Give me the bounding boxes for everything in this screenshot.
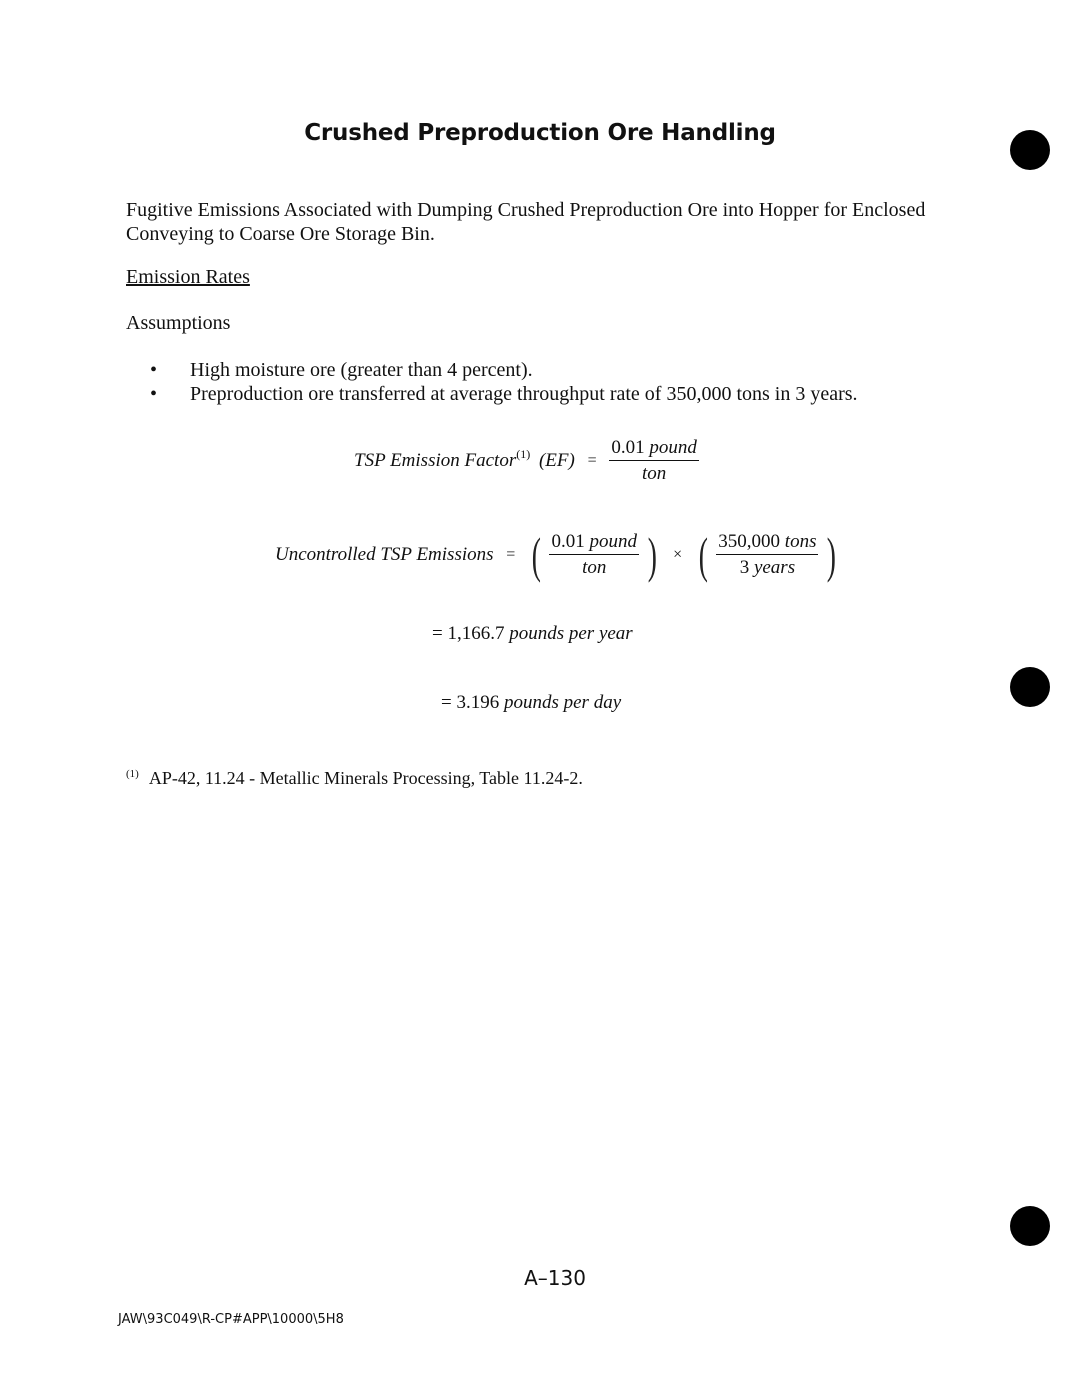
uc-f1-num-value: 0.01: [551, 531, 585, 552]
ef-equals: =: [587, 452, 597, 469]
ef-variable: (EF): [538, 450, 575, 471]
punch-hole-middle: [1010, 667, 1050, 707]
uc-f2-den-value: 3: [739, 557, 750, 578]
uc-fraction-1: [549, 531, 639, 579]
uc-f2-num-value: 350,000: [718, 531, 781, 552]
uc-f2-num-unit: tons: [784, 531, 817, 552]
ef-lhs: TSP Emission Factor: [354, 450, 517, 471]
punch-hole-bottom: [1010, 1206, 1050, 1246]
ef-num-value: 0.01: [611, 437, 645, 458]
right-paren-2: ): [826, 527, 837, 583]
result-day-unit: pounds per day: [503, 692, 622, 713]
result-day-value: 3.196: [456, 692, 500, 713]
ef-fraction: [609, 437, 699, 485]
uncontrolled-emissions-equation: [275, 527, 840, 583]
page-number: A–130: [524, 1266, 586, 1290]
uc-f1-den: ton: [582, 557, 607, 578]
result-per-year: [432, 623, 633, 645]
list-item-text: High moisture ore (greater than 4 percent).: [190, 359, 533, 381]
uc-equals: =: [506, 546, 516, 563]
ef-footnote-ref: (1): [516, 447, 531, 462]
list-item: [150, 358, 858, 382]
emission-factor-equation: [354, 437, 699, 485]
file-code: JAW\93C049\R-CP#APP\10000\5H8: [118, 1312, 344, 1327]
uc-f2-den-unit: years: [753, 557, 796, 578]
list-item-text: Preproduction ore transferred at average throughput rate of 350,000 tons in 3 years.: [190, 383, 858, 405]
assumptions-heading: Assumptions: [126, 312, 231, 334]
ef-den: ton: [641, 463, 667, 484]
uc-times: ×: [673, 546, 683, 563]
page-title: Crushed Preproduction Ore Handling: [304, 120, 776, 146]
uc-fraction-2: [716, 531, 818, 579]
result-year-equals: =: [432, 623, 443, 644]
ef-num-unit: pound: [649, 437, 697, 458]
list-item: [150, 382, 858, 406]
footnote-text: AP-42, 11.24 - Metallic Minerals Processing, Table 11.24-2.: [148, 768, 583, 788]
right-paren-1: ): [647, 527, 657, 583]
left-paren-2: (: [698, 527, 708, 583]
bullet-icon: •: [150, 359, 158, 381]
result-year-value: 1,166.7: [447, 623, 505, 644]
left-paren-1: (: [531, 527, 541, 583]
uc-lhs: Uncontrolled TSP Emissions: [275, 544, 494, 565]
result-day-equals: =: [441, 692, 452, 713]
bullet-icon: •: [150, 383, 158, 405]
result-per-day: [441, 692, 621, 714]
result-year-unit: pounds per year: [509, 623, 633, 644]
footnote: [126, 768, 583, 789]
assumptions-list: [150, 358, 858, 406]
footnote-mark: (1): [126, 768, 139, 780]
uc-f1-num-unit: pound: [589, 531, 637, 552]
section-heading: Emission Rates: [126, 266, 250, 288]
intro-paragraph: Fugitive Emissions Associated with Dumping Crushed Preproduction Ore into Hopper for Enclosed Conveying to Coarse Ore Storage Bin.: [126, 199, 926, 245]
